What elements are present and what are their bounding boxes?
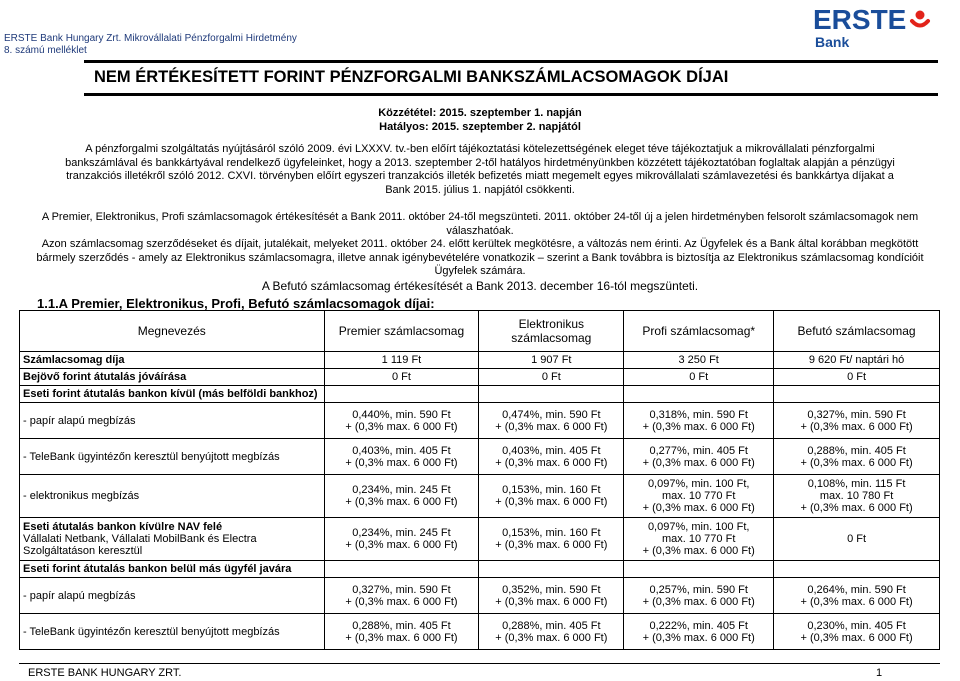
intro-line: Bank 2015. július 1. napjától csökkenti. — [385, 183, 575, 196]
notice-line: bármely szerződés - amely az Elektronikus számlacsomagra, illetve annak igénybevételére vonatkozik – szerint a Bank továbbra is biztosítja az Elektronikus számlacsomag kondícióit — [36, 251, 924, 264]
table-cell: 0,288%, min. 405 Ft + (0,3% max. 6 000 Ft) — [324, 614, 479, 650]
table-cell: 0,474%, min. 590 Ft + (0,3% max. 6 000 Ft) — [479, 403, 624, 439]
table-cell: 0,403%, min. 405 Ft + (0,3% max. 6 000 Ft) — [324, 439, 479, 475]
row-label: - TeleBank ügyintézőn keresztül benyújtott megbízás — [20, 614, 325, 650]
table-cell: 0,153%, min. 160 Ft + (0,3% max. 6 000 Ft) — [479, 518, 624, 561]
publication-date: Közzététel: 2015. szeptember 1. napján — [378, 107, 582, 119]
column-header: Megnevezés — [20, 311, 325, 352]
notice-paragraph-3: A Befutó számlacsomag értékesítését a Bank 2013. december 16-tól megszünteti. — [261, 279, 699, 293]
table-cell: 3 250 Ft — [624, 352, 774, 369]
table-cell: 0,264%, min. 590 Ft + (0,3% max. 6 000 Ft) — [774, 578, 940, 614]
effective-date: Hatályos: 2015. szeptember 2. napjától — [379, 121, 581, 133]
row-label: - TeleBank ügyintézőn keresztül benyújtott megbízás — [20, 439, 325, 475]
footer-divider — [19, 663, 940, 664]
row-label: - elektronikus megbízás — [20, 475, 325, 518]
table-cell: 0,440%, min. 590 Ft + (0,3% max. 6 000 Ft) — [324, 403, 479, 439]
group-header-row — [20, 386, 940, 403]
title-bar — [84, 60, 938, 96]
logo-symbol-icon — [909, 10, 931, 32]
notice-paragraph-1 — [0, 211, 960, 238]
intro-paragraph — [0, 143, 960, 197]
table-cell: 0 Ft — [479, 369, 624, 386]
company-line: ERSTE Bank Hungary Zrt. Mikrovállalati Pénzforgalmi Hirdetmény — [4, 33, 297, 44]
group-header-row — [20, 561, 940, 578]
table-cell: 0,288%, min. 405 Ft + (0,3% max. 6 000 Ft) — [479, 614, 624, 650]
table-cell: 0,234%, min. 245 Ft + (0,3% max. 6 000 Ft) — [324, 475, 479, 518]
column-header: Premier számlacsomag — [324, 311, 479, 352]
table-cell: 0,327%, min. 590 Ft + (0,3% max. 6 000 Ft) — [774, 403, 940, 439]
row-label: Számlacsomag díja — [20, 352, 325, 369]
intro-line: tranzakciós illetékről szóló 2012. CXVI. törvényben előírt egyszeri tranzakciós illeték befizetés miatt megemelt egyes mikrovállalati számlavezetési és bankkártya díjakat a — [66, 170, 894, 182]
table-cell: 0,257%, min. 590 Ft + (0,3% max. 6 000 Ft) — [624, 578, 774, 614]
table-row — [20, 518, 940, 561]
logo-subtext: Bank — [815, 34, 850, 50]
table-row — [20, 439, 940, 475]
table-header-row — [20, 311, 940, 352]
notice-line: Azon számlacsomag szerződéseket és díjait, jutalékait, melyeket 2011. október 24. előtt kerültek megkötésre, a változás nem érinti. Az Ügyfelek és a Bank által korábban megkötött — [41, 238, 919, 250]
page-number: 1 — [876, 667, 883, 679]
table-row — [20, 403, 940, 439]
table-cell: 9 620 Ft/ naptári hó — [774, 352, 940, 369]
column-header: Elektronikus számlacsomag — [479, 311, 624, 352]
table-cell: 0,230%, min. 405 Ft + (0,3% max. 6 000 Ft) — [774, 614, 940, 650]
table-cell: 0 Ft — [774, 518, 940, 561]
page-title: NEM ÉRTÉKESÍTETT FORINT PÉNZFORGALMI BANKSZÁMLACSOMAGOK DÍJAI — [94, 68, 729, 86]
table-cell: 0,277%, min. 405 Ft + (0,3% max. 6 000 Ft) — [624, 439, 774, 475]
table-cell: 0,352%, min. 590 Ft + (0,3% max. 6 000 Ft) — [479, 578, 624, 614]
table-row — [20, 369, 940, 386]
table-cell: 0,153%, min. 160 Ft + (0,3% max. 6 000 Ft) — [479, 475, 624, 518]
table-cell: 0 Ft — [774, 369, 940, 386]
notice-line: Ügyfelek számára. — [434, 265, 526, 277]
table-cell: 0,097%, min. 100 Ft, max. 10 770 Ft + (0,3% max. 6 000 Ft) — [624, 475, 774, 518]
table-cell: 1 119 Ft — [324, 352, 479, 369]
erste-logo — [813, 4, 928, 52]
table-cell: 1 907 Ft — [479, 352, 624, 369]
appendix-line: 8. számú melléklet — [4, 45, 87, 56]
row-label: Eseti átutalás bankon kívülre NAV felé Vállalati Netbank, Vállalati MobilBank és Electra Szolgáltatáson keresztül — [20, 518, 325, 561]
column-header: Befutó számlacsomag — [774, 311, 940, 352]
group-label: Eseti forint átutalás bankon kívül (más belföldi bankhoz) — [20, 386, 325, 403]
row-label: - papír alapú megbízás — [20, 403, 325, 439]
notice-line: A Premier, Elektronikus, Profi számlacsomagok értékesítését a Bank 2011. október 24-től megszünteti. 2011. október 24-től új a jelen hirdetményben felsorolt számlacsomagok nem — [41, 211, 919, 223]
intro-line: bankszámlával és bankkártyával rendelkező ügyfeleinket, hogy a 2013. szeptember 2-től hatályos hirdetményünkben közzétett tájékoztatóban foglaltak alapján a pénzügyi — [65, 156, 895, 169]
section-title: 1.1.A Premier, Elektronikus, Profi, Befutó számlacsomagok díjai: — [37, 296, 435, 311]
table-row — [20, 352, 940, 369]
table-cell: 0 Ft — [624, 369, 774, 386]
fee-table — [19, 310, 940, 650]
table-cell: 0,318%, min. 590 Ft + (0,3% max. 6 000 Ft) — [624, 403, 774, 439]
notice-line: válaszhatóak. — [446, 224, 514, 237]
table-cell: 0,097%, min. 100 Ft, max. 10 770 Ft + (0,3% max. 6 000 Ft) — [624, 518, 774, 561]
footer-company: ERSTE BANK HUNGARY ZRT. — [28, 667, 182, 679]
table-cell: 0,288%, min. 405 Ft + (0,3% max. 6 000 Ft) — [774, 439, 940, 475]
table-row — [20, 578, 940, 614]
row-label: Bejövő forint átutalás jóváírása — [20, 369, 325, 386]
intro-line: A pénzforgalmi szolgáltatás nyújtásáról szóló 2009. évi LXXXV. tv.-ben előírt tájékoztatási kötelezettségének eleget téve tájékoztatjuk a mikrovállalati pénzforgalmi — [85, 143, 875, 155]
table-cell: 0,327%, min. 590 Ft + (0,3% max. 6 000 Ft) — [324, 578, 479, 614]
table-cell: 0,403%, min. 405 Ft + (0,3% max. 6 000 Ft) — [479, 439, 624, 475]
table-row — [20, 614, 940, 650]
row-label: - papír alapú megbízás — [20, 578, 325, 614]
table-cell: 0,222%, min. 405 Ft + (0,3% max. 6 000 Ft) — [624, 614, 774, 650]
logo-text: ERSTE — [813, 4, 907, 35]
notice-paragraph-2 — [0, 238, 960, 279]
column-header: Profi számlacsomag* — [624, 311, 774, 352]
table-cell: 0,234%, min. 245 Ft + (0,3% max. 6 000 Ft) — [324, 518, 479, 561]
document-header — [4, 33, 297, 57]
table-cell: 0,108%, min. 115 Ft max. 10 780 Ft + (0,3% max. 6 000 Ft) — [774, 475, 940, 518]
table-row — [20, 475, 940, 518]
table-cell: 0 Ft — [324, 369, 479, 386]
group-label: Eseti forint átutalás bankon belül más ügyfél javára — [20, 561, 325, 578]
